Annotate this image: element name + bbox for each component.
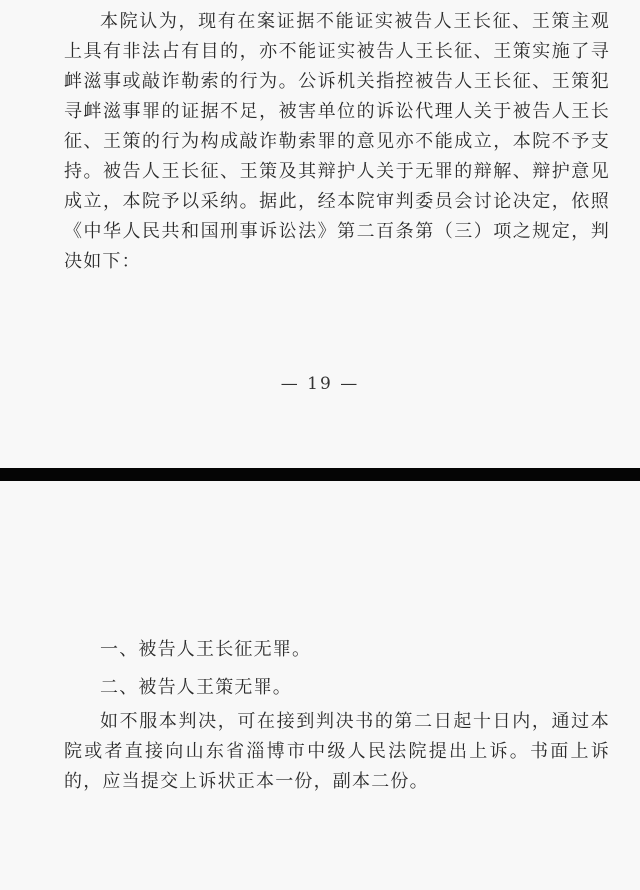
page-separator: [0, 468, 640, 481]
document-page-bottom: [0, 481, 640, 890]
appeal-notice-paragraph: 如不服本判决，可在接到判决书的第二日起十日内，通过本院或者直接向山东省淄博市中级人民法院提出上诉。书面上诉的，应当提交上诉状正本一份，副本二份。: [64, 711, 610, 792]
verdict-item-1: 一、被告人王长征无罪。: [100, 639, 312, 660]
page-number: — 19 —: [280, 374, 360, 394]
court-reasoning-paragraph: 本院认为，现有在案证据不能证实被告人王长征、王策主观上具有非法占有目的，亦不能证实被告人王长征、王策实施了寻衅滋事或敲诈勒索的行为。公诉机关指控被告人王长征、王策犯寻衅滋事罪的证据不足，被害单位的诉讼代理人关于被告人王长征、王策的行为构成敲诈勒索罪的意见亦不能成立，本院不予支持。被告人王长征、王策及其辩护人关于无罪的辩解、辩护意见成立，本院予以采纳。据此，经本院审判委员会讨论决定，依照《中华人民共和国刑事诉讼法》第二百条第（三）项之规定，判决如下：: [64, 11, 610, 272]
verdict-item-2: 二、被告人王策无罪。: [100, 677, 292, 698]
